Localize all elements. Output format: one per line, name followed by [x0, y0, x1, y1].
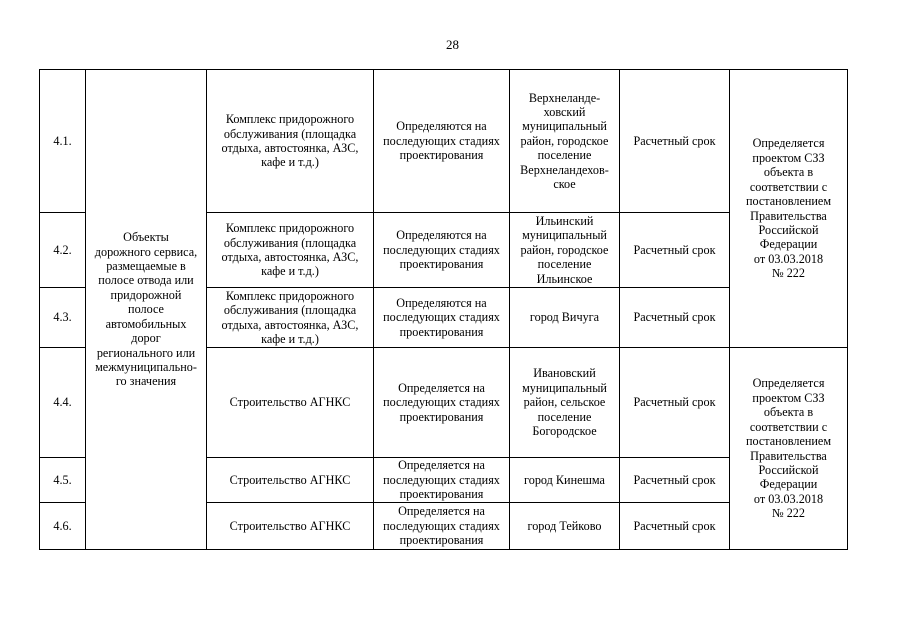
zone-note-line: Правительства [750, 448, 827, 463]
object-name: Комплекс придорожного обслуживания (площадка отдыха, автостоянка, АЗС, кафе и т.д.) [207, 288, 374, 348]
location-line: район, сельское [523, 395, 606, 410]
object-name: Комплекс придорожного обслуживания (площадка отдыха, автостоянка, АЗС, кафе и т.д.) [207, 213, 374, 288]
row-number: 4.5. [40, 458, 86, 503]
group-line: регионального или [96, 345, 196, 360]
zone-note-line: Российской [758, 462, 819, 477]
implementation-term: Расчетный срок [620, 348, 730, 458]
zone-note-line: объекта в [763, 165, 814, 180]
implementation-term: Расчетный срок [620, 213, 730, 288]
location-line: муниципальный [522, 228, 607, 243]
zone-note-line: Российской [758, 222, 819, 237]
zone-note-cell-2 [730, 348, 848, 550]
group-line: полосе [128, 302, 164, 317]
implementation-term: Расчетный срок [620, 503, 730, 550]
zone-note-line: объекта в [763, 405, 814, 420]
zone-note-line: постановлением [745, 434, 832, 449]
group-line: дорог [131, 331, 161, 346]
zone-note-line: от 03.03.2018 [753, 491, 824, 506]
location-line: Верхнеландехов- [520, 162, 609, 177]
group-line: дорожного сервиса, [94, 244, 198, 259]
object-parameters: Определяются на последующих стадиях проектирования [374, 288, 510, 348]
object-location [510, 348, 620, 458]
group-line: Объекты [123, 230, 169, 245]
location-line: район, городское [520, 133, 609, 148]
object-location [510, 503, 620, 550]
zone-note-line: Федерации [759, 477, 818, 492]
zone-note-line: проектом СЗЗ [752, 150, 825, 165]
implementation-term: Расчетный срок [620, 458, 730, 503]
object-parameters: Определяются на последующих стадиях проектирования [374, 213, 510, 288]
location-line: поселение [537, 257, 592, 272]
zone-note-line: № 222 [772, 506, 805, 521]
object-group-cell [86, 70, 207, 550]
object-name: Строительство АГНКС [207, 503, 374, 550]
object-location [510, 458, 620, 503]
location-line: муниципальный [522, 119, 607, 134]
group-line: межмуниципально- [95, 359, 197, 374]
zone-note-line: постановлением [745, 194, 832, 209]
object-parameters: Определяется на последующих стадиях проектирования [374, 503, 510, 550]
object-name: Строительство АГНКС [207, 458, 374, 503]
row-number: 4.4. [40, 348, 86, 458]
location-line: город Кинешма [524, 472, 605, 487]
location-line: Ильинское [536, 271, 593, 286]
location-line: город Вичуга [529, 310, 600, 325]
location-line: город Тейково [527, 518, 602, 533]
zone-note-line: соответствии с [749, 179, 828, 194]
zone-note-line: № 222 [772, 266, 805, 281]
location-line: Ивановский [533, 366, 596, 381]
object-name: Строительство АГНКС [207, 348, 374, 458]
location-line: Ильинский [535, 213, 594, 228]
row-number: 4.1. [40, 70, 86, 213]
location-line: район, городское [520, 242, 609, 257]
object-parameters: Определяется на последующих стадиях проектирования [374, 348, 510, 458]
page-number: 28 [446, 37, 459, 52]
zone-note-line: проектом СЗЗ [752, 390, 825, 405]
zone-note-line: соответствии с [749, 419, 828, 434]
implementation-term: Расчетный срок [620, 288, 730, 348]
group-line: автомобильных [105, 316, 187, 331]
group-line: размещаемые в [106, 259, 186, 274]
zone-note-line: от 03.03.2018 [753, 251, 824, 266]
row-number: 4.6. [40, 503, 86, 550]
zone-note-line: Правительства [750, 208, 827, 223]
location-line: Богородское [532, 424, 597, 439]
object-name: Комплекс придорожного обслуживания (площадка отдыха, автостоянка, АЗС, кафе и т.д.) [207, 70, 374, 213]
group-line: го значения [115, 374, 177, 389]
table-row [40, 70, 848, 213]
object-location [510, 70, 620, 213]
zone-note-line: Федерации [759, 237, 818, 252]
zone-note-cell-1 [730, 70, 848, 348]
object-location [510, 213, 620, 288]
group-line: полосе отвода или [98, 273, 194, 288]
objects-table [39, 69, 848, 550]
group-line: придорожной [110, 287, 182, 302]
object-parameters: Определяется на последующих стадиях проектирования [374, 458, 510, 503]
zone-note-line: Определяется [752, 376, 825, 391]
row-number: 4.3. [40, 288, 86, 348]
location-line: муниципальный [522, 380, 607, 395]
location-line: Верхнеланде- [528, 90, 601, 105]
implementation-term: Расчетный срок [620, 70, 730, 213]
object-location [510, 288, 620, 348]
object-parameters: Определяются на последующих стадиях проектирования [374, 70, 510, 213]
location-line: ховский [543, 104, 586, 119]
row-number: 4.2. [40, 213, 86, 288]
location-line: поселение [537, 148, 592, 163]
location-line: поселение [537, 409, 592, 424]
zone-note-line: Определяется [752, 136, 825, 151]
location-line: ское [553, 177, 576, 192]
